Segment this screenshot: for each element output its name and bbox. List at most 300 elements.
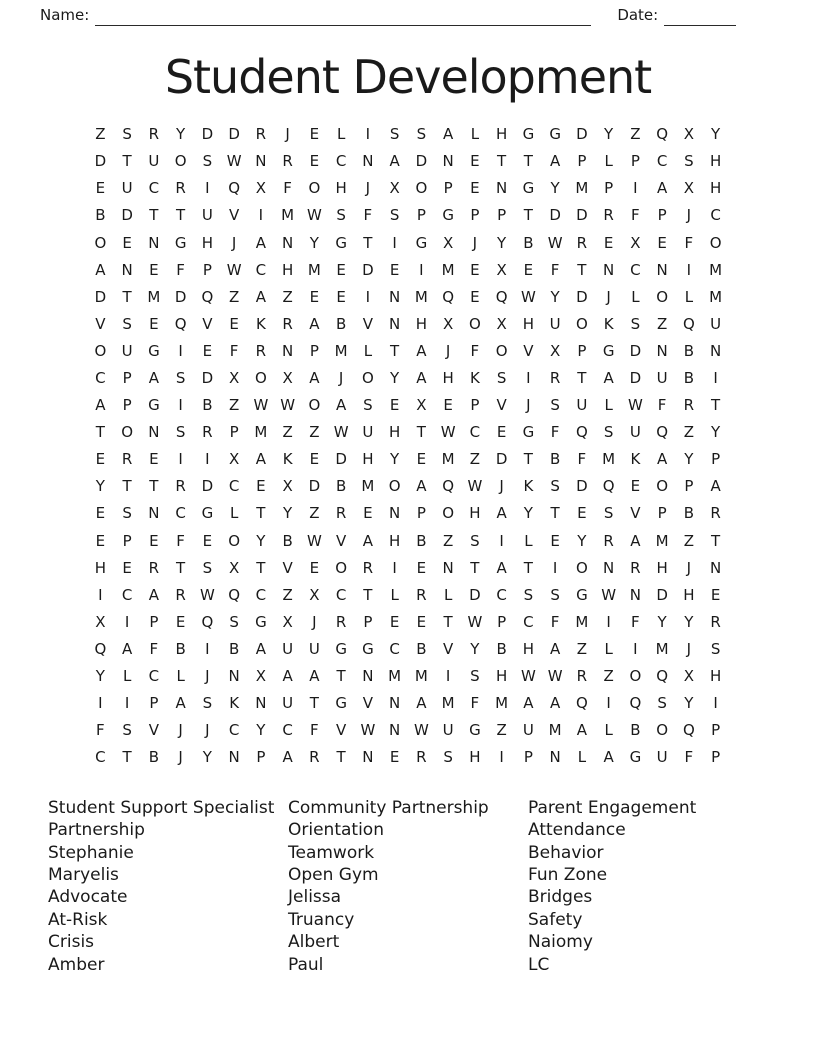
grid-letter: W <box>440 423 456 442</box>
grid-letter: N <box>629 585 641 604</box>
grid-letter: Z <box>95 125 106 144</box>
grid-letter: P <box>523 748 533 767</box>
grid-letter: R <box>603 206 614 225</box>
grid-letter: L <box>390 585 399 604</box>
grid-letter: J <box>686 558 692 577</box>
grid-letter: W <box>226 152 242 171</box>
grid-letter: Y <box>604 125 614 144</box>
grid-letter: N <box>121 260 133 279</box>
grid-letter: E <box>363 504 373 523</box>
grid-letter: X <box>442 233 454 252</box>
grid-letter: E <box>309 558 320 577</box>
grid-letter: W <box>547 667 563 686</box>
grid-letter: B <box>175 639 186 658</box>
grid-letter: D <box>469 585 481 604</box>
grid-letter: W <box>360 721 376 740</box>
grid-letter: T <box>523 152 533 171</box>
grid-letter: U <box>282 694 294 713</box>
grid-letter: E <box>657 233 667 252</box>
grid-letter: B <box>496 639 507 658</box>
grid-letter: P <box>604 179 614 198</box>
grid-letter: A <box>416 368 427 387</box>
grid-letter: N <box>442 152 454 171</box>
grid-letter: U <box>576 396 588 415</box>
grid-letter: G <box>522 125 535 144</box>
grid-letter: K <box>469 368 480 387</box>
grid-letter: Q <box>201 612 214 631</box>
grid-letter: E <box>470 152 480 171</box>
grid-letter: Q <box>442 287 455 306</box>
word-list-item: Bridges <box>528 887 593 908</box>
grid-letter: Q <box>174 314 187 333</box>
grid-letter: I <box>606 612 611 631</box>
grid-letter: L <box>604 721 613 740</box>
grid-letter: B <box>416 639 427 658</box>
grid-letter: E <box>95 450 106 469</box>
word-list-item: Naiomy <box>528 932 593 953</box>
grid-letter: B <box>549 450 561 469</box>
grid-letter: Q <box>228 179 241 198</box>
header <box>0 6 816 26</box>
grid-letter: P <box>497 206 507 225</box>
grid-letter: T <box>149 206 159 225</box>
grid-letter: I <box>526 368 531 387</box>
grid-letter: E <box>122 558 132 577</box>
grid-letter: I <box>205 639 210 658</box>
grid-letter: Y <box>256 531 266 550</box>
grid-letter: V <box>148 721 159 740</box>
grid-letter: J <box>312 612 317 631</box>
grid-letter: T <box>363 233 373 252</box>
grid-letter: U <box>308 639 320 658</box>
grid-letter: R <box>175 585 186 604</box>
grid-letter: G <box>362 639 374 658</box>
grid-letter: Z <box>630 125 641 144</box>
word-list-item: Crisis <box>48 932 95 953</box>
grid-letter: M <box>602 450 616 469</box>
grid-letter: N <box>389 287 401 306</box>
grid-letter: P <box>577 341 587 360</box>
grid-letter: D <box>121 206 133 225</box>
grid-letter: G <box>201 504 214 523</box>
grid-letter: U <box>629 423 641 442</box>
grid-letter: F <box>550 423 560 442</box>
grid-letter: Y <box>550 179 560 198</box>
grid-letter: D <box>549 206 561 225</box>
grid-letter: A <box>710 477 721 496</box>
grid-letter: M <box>441 260 455 279</box>
grid-letter: P <box>309 341 319 360</box>
grid-letter: Z <box>309 504 320 523</box>
grid-letter: E <box>95 179 106 198</box>
grid-letter: I <box>124 612 130 631</box>
grid-letter: Z <box>282 287 293 306</box>
grid-letter: U <box>121 341 133 360</box>
grid-letter: X <box>228 368 240 387</box>
grid-letter: S <box>122 721 132 740</box>
grid-letter: C <box>335 585 347 604</box>
grid-letter: O <box>94 233 107 252</box>
grid-letter: X <box>228 558 240 577</box>
grid-letter: D <box>201 477 214 496</box>
grid-letter: Z <box>442 531 454 550</box>
grid-letter: P <box>470 206 480 225</box>
grid-letter: C <box>389 639 400 658</box>
grid-letter: Y <box>95 477 105 496</box>
grid-letter: R <box>416 585 427 604</box>
grid-letter: S <box>523 585 534 604</box>
grid-letter: A <box>523 694 534 713</box>
grid-letter: R <box>309 748 320 767</box>
grid-letter: B <box>630 721 641 740</box>
grid-letter: C <box>121 585 133 604</box>
grid-letter: G <box>335 639 347 658</box>
word-list-item: Community Partnership <box>288 797 489 818</box>
grid-letter: T <box>176 206 186 225</box>
grid-letter: E <box>309 125 320 144</box>
grid-letter: Y <box>390 368 400 387</box>
grid-letter: Q <box>201 287 214 306</box>
grid-letter: D <box>174 287 187 306</box>
grid-letter: I <box>713 368 718 387</box>
grid-letter: R <box>710 612 721 631</box>
word-list-column-2 <box>288 797 528 976</box>
grid-letter: S <box>389 125 400 144</box>
grid-letter: A <box>603 368 614 387</box>
grid-letter: P <box>630 152 640 171</box>
grid-letter: B <box>95 206 106 225</box>
grid-letter: H <box>709 152 722 171</box>
grid-letter: P <box>202 260 212 279</box>
grid-letter: D <box>576 125 588 144</box>
grid-letter: X <box>389 179 400 198</box>
grid-letter: Q <box>656 125 669 144</box>
grid-letter: G <box>629 748 642 767</box>
grid-letter: F <box>363 206 373 225</box>
grid-letter: P <box>149 694 159 713</box>
grid-letter: L <box>363 341 373 360</box>
grid-letter: P <box>416 206 426 225</box>
grid-letter: H <box>442 368 454 387</box>
grid-letter: O <box>308 396 321 415</box>
grid-letter: J <box>472 233 478 252</box>
grid-letter: M <box>361 477 375 496</box>
grid-letter: H <box>388 423 401 442</box>
grid-letter: J <box>178 721 183 740</box>
grid-letter: R <box>148 558 160 577</box>
grid-letter: R <box>710 504 721 523</box>
grid-letter: X <box>255 179 267 198</box>
grid-letter: A <box>630 531 641 550</box>
grid-letter: I <box>205 179 210 198</box>
word-search-grid <box>87 121 729 771</box>
grid-letter: A <box>309 667 320 686</box>
grid-letter: S <box>443 748 453 767</box>
grid-letter: W <box>627 396 643 415</box>
grid-letter: X <box>630 233 641 252</box>
grid-letter: H <box>201 233 214 252</box>
grid-letter: P <box>711 721 721 740</box>
word-list-item: At-Risk <box>48 909 108 930</box>
grid-letter: H <box>683 585 695 604</box>
grid-letter: J <box>686 206 692 225</box>
grid-letter: A <box>335 396 347 415</box>
grid-letter: E <box>309 152 320 171</box>
grid-letter: A <box>603 748 614 767</box>
grid-letter: F <box>229 341 239 360</box>
grid-letter: A <box>309 368 320 387</box>
grid-letter: S <box>175 368 186 387</box>
grid-letter: L <box>684 287 694 306</box>
grid-letter: T <box>256 558 266 577</box>
grid-letter: B <box>148 748 160 767</box>
grid-letter: V <box>335 531 347 550</box>
grid-letter: Q <box>656 423 669 442</box>
grid-letter: N <box>389 694 401 713</box>
grid-letter: J <box>178 748 183 767</box>
grid-letter: X <box>683 667 695 686</box>
grid-letter: C <box>523 612 534 631</box>
grid-letter: N <box>496 179 508 198</box>
grid-letter: W <box>547 233 563 252</box>
grid-letter: T <box>122 152 132 171</box>
grid-letter: Y <box>283 504 293 523</box>
grid-letter: I <box>392 558 397 577</box>
grid-letter: T <box>122 287 132 306</box>
grid-letter: Z <box>228 396 240 415</box>
grid-letter: Q <box>442 477 455 496</box>
grid-letter: E <box>470 287 480 306</box>
grid-letter: W <box>467 477 483 496</box>
grid-letter: E <box>95 531 106 550</box>
grid-letter: X <box>683 125 695 144</box>
grid-letter: Z <box>228 287 240 306</box>
grid-letter: C <box>175 504 186 523</box>
grid-letter: E <box>175 612 186 631</box>
grid-letter: W <box>601 585 617 604</box>
grid-letter: D <box>495 450 508 469</box>
grid-letter: J <box>365 179 371 198</box>
grid-letter: M <box>281 206 295 225</box>
grid-letter: F <box>550 612 560 631</box>
grid-letter: T <box>149 477 159 496</box>
grid-letter: G <box>522 179 535 198</box>
grid-letter: Q <box>682 314 695 333</box>
grid-letter: L <box>524 531 533 550</box>
grid-letter: G <box>335 233 347 252</box>
grid-letter: R <box>335 504 347 523</box>
grid-letter: P <box>256 748 266 767</box>
grid-letter: H <box>415 314 428 333</box>
word-list-column-3 <box>528 797 768 976</box>
grid-letter: M <box>441 450 455 469</box>
grid-letter: O <box>495 341 508 360</box>
grid-letter: M <box>414 667 428 686</box>
grid-letter: V <box>362 694 373 713</box>
grid-letter: S <box>122 314 132 333</box>
grid-letter: F <box>283 179 292 198</box>
grid-letter: S <box>550 477 560 496</box>
grid-letter: W <box>413 721 429 740</box>
grid-letter: O <box>335 558 348 577</box>
grid-letter: H <box>469 748 481 767</box>
grid-letter: C <box>282 721 293 740</box>
grid-letter: I <box>499 531 504 550</box>
grid-letter: O <box>442 504 455 523</box>
grid-letter: X <box>683 179 695 198</box>
grid-letter: V <box>496 396 507 415</box>
grid-letter: A <box>549 639 561 658</box>
grid-letter: O <box>174 152 187 171</box>
grid-letter: E <box>603 233 614 252</box>
grid-letter: S <box>496 368 507 387</box>
grid-letter: J <box>499 477 504 496</box>
grid-letter: M <box>307 260 321 279</box>
grid-letter: T <box>95 423 105 442</box>
grid-letter: S <box>470 531 480 550</box>
word-list-item: Partnership <box>48 820 145 841</box>
grid-letter: V <box>362 314 373 333</box>
grid-letter: S <box>550 396 560 415</box>
grid-letter: P <box>657 504 667 523</box>
grid-letter: O <box>656 721 669 740</box>
grid-letter: J <box>606 287 611 306</box>
grid-letter: N <box>603 260 615 279</box>
grid-letter: I <box>686 260 692 279</box>
grid-letter: N <box>362 152 374 171</box>
grid-letter: E <box>416 558 427 577</box>
grid-letter: N <box>389 504 401 523</box>
word-list-item: Behavior <box>528 842 604 863</box>
grid-letter: F <box>577 450 587 469</box>
grid-letter: X <box>282 477 293 496</box>
grid-letter: E <box>443 396 453 415</box>
grid-letter: I <box>205 450 210 469</box>
grid-letter: K <box>603 314 614 333</box>
grid-letter: Q <box>656 667 669 686</box>
grid-letter: X <box>549 341 561 360</box>
grid-letter: U <box>282 639 294 658</box>
grid-letter: G <box>602 341 615 360</box>
grid-letter: R <box>175 477 186 496</box>
grid-letter: N <box>389 314 401 333</box>
grid-letter: T <box>122 748 132 767</box>
grid-letter: T <box>550 504 560 523</box>
grid-letter: A <box>549 152 561 171</box>
grid-letter: D <box>656 585 668 604</box>
grid-letter: P <box>149 612 159 631</box>
grid-letter: E <box>309 450 320 469</box>
grid-letter: N <box>656 260 668 279</box>
grid-letter: U <box>656 748 668 767</box>
grid-letter: P <box>470 396 480 415</box>
grid-letter: N <box>603 558 615 577</box>
name-label: Name: <box>40 6 90 24</box>
grid-letter: B <box>282 531 293 550</box>
grid-letter: A <box>656 450 668 469</box>
grid-letter: D <box>415 152 428 171</box>
grid-letter: Q <box>495 287 508 306</box>
grid-letter: M <box>388 667 402 686</box>
grid-letter: M <box>147 287 161 306</box>
grid-letter: D <box>576 287 588 306</box>
grid-letter: Q <box>575 694 588 713</box>
grid-letter: E <box>416 612 427 631</box>
grid-letter: E <box>202 341 213 360</box>
grid-letter: F <box>470 694 480 713</box>
grid-letter: X <box>95 612 106 631</box>
grid-letter: T <box>256 504 266 523</box>
grid-letter: T <box>470 558 480 577</box>
grid-letter: Y <box>497 233 507 252</box>
grid-letter: L <box>631 287 640 306</box>
grid-letter: W <box>226 260 242 279</box>
grid-letter: G <box>148 396 160 415</box>
grid-letter: Y <box>684 694 694 713</box>
grid-letter: S <box>630 314 641 333</box>
word-list-item: LC <box>528 954 550 975</box>
grid-letter: I <box>98 694 103 713</box>
grid-letter: J <box>686 639 692 658</box>
grid-letter: N <box>148 233 160 252</box>
grid-letter: V <box>523 341 534 360</box>
grid-letter: X <box>496 314 507 333</box>
grid-letter: L <box>443 585 453 604</box>
grid-letter: F <box>176 260 185 279</box>
grid-letter: W <box>467 612 483 631</box>
word-list-item: Jelissa <box>288 887 342 908</box>
grid-letter: A <box>282 667 293 686</box>
grid-letter: S <box>416 125 427 144</box>
grid-letter: S <box>175 423 186 442</box>
grid-letter: K <box>630 450 641 469</box>
grid-letter: Z <box>683 423 695 442</box>
grid-letter: T <box>523 558 533 577</box>
grid-letter: U <box>549 314 561 333</box>
grid-letter: G <box>442 206 454 225</box>
grid-letter: U <box>362 423 374 442</box>
grid-letter: U <box>201 206 213 225</box>
grid-letter: E <box>389 396 400 415</box>
grid-letter: R <box>282 152 293 171</box>
grid-letter: H <box>522 314 535 333</box>
grid-letter: G <box>415 233 428 252</box>
grid-letter: E <box>122 233 132 252</box>
grid-letter: Y <box>523 504 533 523</box>
grid-letter: D <box>228 125 240 144</box>
grid-letter: T <box>363 585 373 604</box>
grid-letter: P <box>122 531 132 550</box>
grid-letter: F <box>684 233 694 252</box>
grid-letter: E <box>470 179 480 198</box>
word-list-item: Safety <box>528 909 583 930</box>
grid-letter: W <box>253 396 269 415</box>
grid-letter: Z <box>282 423 293 442</box>
grid-letter: W <box>280 396 296 415</box>
grid-letter: H <box>362 450 374 469</box>
grid-letter: E <box>336 287 346 306</box>
grid-letter: B <box>202 396 213 415</box>
grid-letter: D <box>576 477 588 496</box>
grid-letter: V <box>228 206 240 225</box>
grid-letter: O <box>254 368 267 387</box>
grid-letter: S <box>657 694 667 713</box>
grid-letter: H <box>709 179 722 198</box>
grid-letter: S <box>389 206 400 225</box>
grid-letter: L <box>604 639 613 658</box>
grid-letter: O <box>656 287 669 306</box>
grid-letter: R <box>255 125 267 144</box>
